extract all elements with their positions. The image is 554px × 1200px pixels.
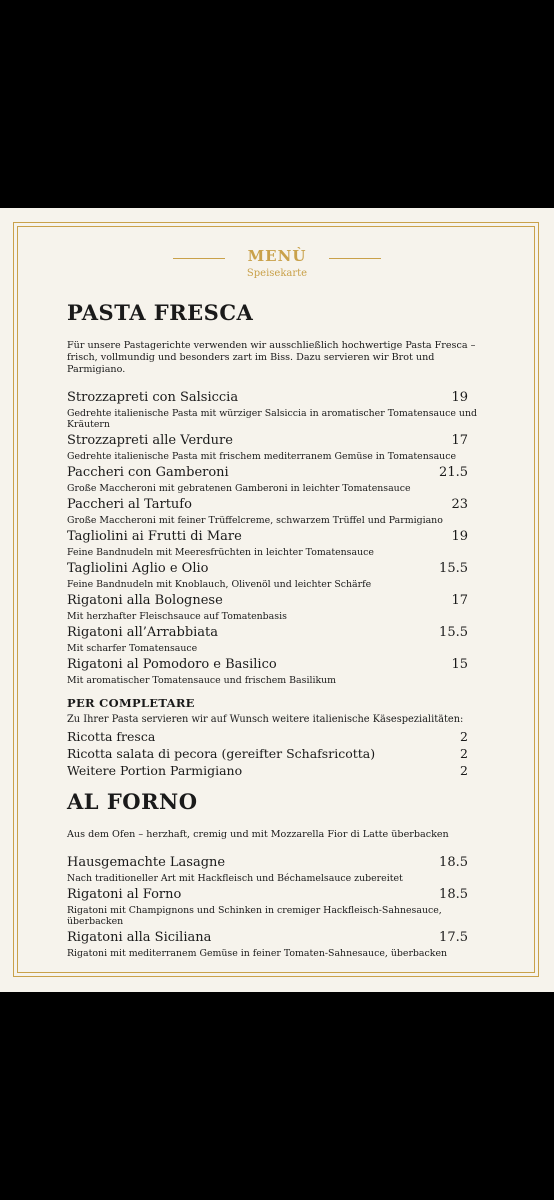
pasta-section-title: PASTA FRESCA xyxy=(67,300,254,325)
menu-item-row xyxy=(67,433,482,449)
menu-item-name: Weitere Portion Parmigiano xyxy=(67,763,243,778)
menu-item-description: Mit aromatischer Tomatensauce und frischem Basilikum xyxy=(67,675,337,686)
menu-item-row xyxy=(67,728,482,745)
menu-item-row xyxy=(67,561,482,577)
menu-item-price: 2 xyxy=(460,729,468,744)
completare-intro: Zu Ihrer Pasta servieren wir auf Wunsch weitere italienische Käsespezialitäten: xyxy=(67,714,464,725)
menu-item-description: Nach traditioneller Art mit Hackfleisch und Béchamelsauce zubereitet xyxy=(67,873,403,884)
menu-item-price: 18.5 xyxy=(439,887,468,902)
menu-item-name: Rigatoni al Pomodoro e Basilico xyxy=(67,657,277,672)
menu-item-description: Gedrehte italienische Pasta mit würziger Salsiccia in aromatischer Tomatensauce und Kräutern xyxy=(67,408,477,430)
menu-item-price: 17 xyxy=(451,593,468,608)
menu-item-name: Ricotta salata di pecora (gereifter Schafsricotta) xyxy=(67,746,376,761)
menu-item-name: Rigatoni all’Arrabbiata xyxy=(67,625,219,640)
menu-item-row xyxy=(67,887,482,903)
menu-subtitle: Speisekarte xyxy=(246,268,308,279)
menu-item-price: 19 xyxy=(451,529,468,544)
menu-item xyxy=(67,930,482,959)
menu-item-price: 15.5 xyxy=(439,625,468,640)
menu-sheet xyxy=(0,208,554,992)
menu-item-price: 21.5 xyxy=(439,465,468,480)
menu-item xyxy=(67,497,482,526)
menu-item-description: Feine Bandnudeln mit Meeresfrüchten in leichter Tomatensauce xyxy=(67,547,374,558)
menu-item xyxy=(67,529,482,558)
menu-item-row xyxy=(67,745,482,762)
menu-item-price: 17 xyxy=(451,433,468,448)
menu-item-name: Paccheri al Tartufo xyxy=(67,497,192,512)
menu-item-name: Strozzapreti alle Verdure xyxy=(67,433,233,448)
menu-item-row xyxy=(67,390,482,406)
menu-item-price: 15 xyxy=(451,657,468,672)
menu-item-description: Rigatoni mit Champignons und Schinken in cremiger Hackfleisch-Sahnesauce, überbacken xyxy=(67,905,442,927)
menu-item-row xyxy=(67,593,482,609)
menu-item-row xyxy=(67,762,482,779)
menu-item-price: 2 xyxy=(460,746,468,761)
menu-title: MENÙ xyxy=(247,247,307,265)
menu-item xyxy=(67,625,482,654)
menu-item xyxy=(67,657,482,686)
menu-item-name: Tagliolini Aglio e Olio xyxy=(67,561,209,576)
menu-item-description: Gedrehte italienische Pasta mit frischem mediterranem Gemüse in Tomatensauce xyxy=(67,451,457,462)
menu-item-name: Strozzapreti con Salsiccia xyxy=(67,390,239,405)
menu-item-name: Rigatoni al Forno xyxy=(67,887,182,902)
menu-item xyxy=(67,855,482,884)
menu-item xyxy=(67,465,482,494)
menu-item-row xyxy=(67,625,482,641)
pasta-items xyxy=(67,390,482,686)
menu-item xyxy=(67,762,482,779)
menu-item-description: Mit herzhafter Fleischsauce auf Tomatenbasis xyxy=(67,611,287,622)
menu-item-name: Ricotta fresca xyxy=(67,729,156,744)
menu-item-price: 18.5 xyxy=(439,855,468,870)
forno-items xyxy=(67,855,482,959)
menu-item-row xyxy=(67,529,482,545)
menu-item-row xyxy=(67,930,482,946)
menu-item-description: Feine Bandnudeln mit Knoblauch, Olivenöl und leichter Schärfe xyxy=(67,579,372,590)
menu-item xyxy=(67,593,482,622)
menu-item-name: Rigatoni alla Bolognese xyxy=(67,593,223,608)
menu-item xyxy=(67,390,482,430)
menu-item-name: Paccheri con Gamberoni xyxy=(67,465,229,480)
menu-item xyxy=(67,887,482,927)
menu-item xyxy=(67,561,482,590)
pasta-section xyxy=(67,300,482,779)
menu-item xyxy=(67,745,482,762)
menu-item-description: Rigatoni mit mediterranem Gemüse in feiner Tomaten-Sahnesauce, überbacken xyxy=(67,948,448,959)
menu-item xyxy=(67,433,482,462)
forno-section-title: AL FORNO xyxy=(67,789,198,814)
menu-content xyxy=(67,300,482,962)
menu-item-price: 17.5 xyxy=(439,930,468,945)
menu-item-description: Mit scharfer Tomatensauce xyxy=(67,643,198,654)
menu-item-price: 15.5 xyxy=(439,561,468,576)
menu-item-name: Rigatoni alla Siciliana xyxy=(67,930,212,945)
menu-item-row xyxy=(67,465,482,481)
pasta-intro: Für unsere Pastagerichte verwenden wir ausschließlich hochwertige Pasta Fresca – frisch, vollmundig und besonders zart im Biss. Dazu servieren wir Brot und Parmigiano. xyxy=(67,340,476,375)
menu-item-name: Hausgemachte Lasagne xyxy=(67,855,226,870)
menu-item-row xyxy=(67,497,482,513)
forno-intro: Aus dem Ofen – herzhaft, cremig und mit Mozzarella Fior di Latte überbacken xyxy=(67,829,449,840)
forno-section xyxy=(67,789,482,959)
menu-item-price: 2 xyxy=(460,763,468,778)
menu-item-description: Große Maccheroni mit gebratenen Gamberoni in leichter Tomatensauce xyxy=(67,483,411,494)
menu-item-price: 19 xyxy=(451,390,468,405)
menu-item-row xyxy=(67,657,482,673)
menu-item-description: Große Maccheroni mit feiner Trüffelcreme, schwarzem Trüffel und Parmigiano xyxy=(67,515,443,526)
completare-title: PER COMPLETARE xyxy=(67,696,195,710)
menu-item-name: Tagliolini ai Frutti di Mare xyxy=(67,529,242,544)
menu-item-row xyxy=(67,855,482,871)
menu-item-price: 23 xyxy=(451,497,468,512)
completare-items xyxy=(67,728,482,779)
menu-item xyxy=(67,728,482,745)
